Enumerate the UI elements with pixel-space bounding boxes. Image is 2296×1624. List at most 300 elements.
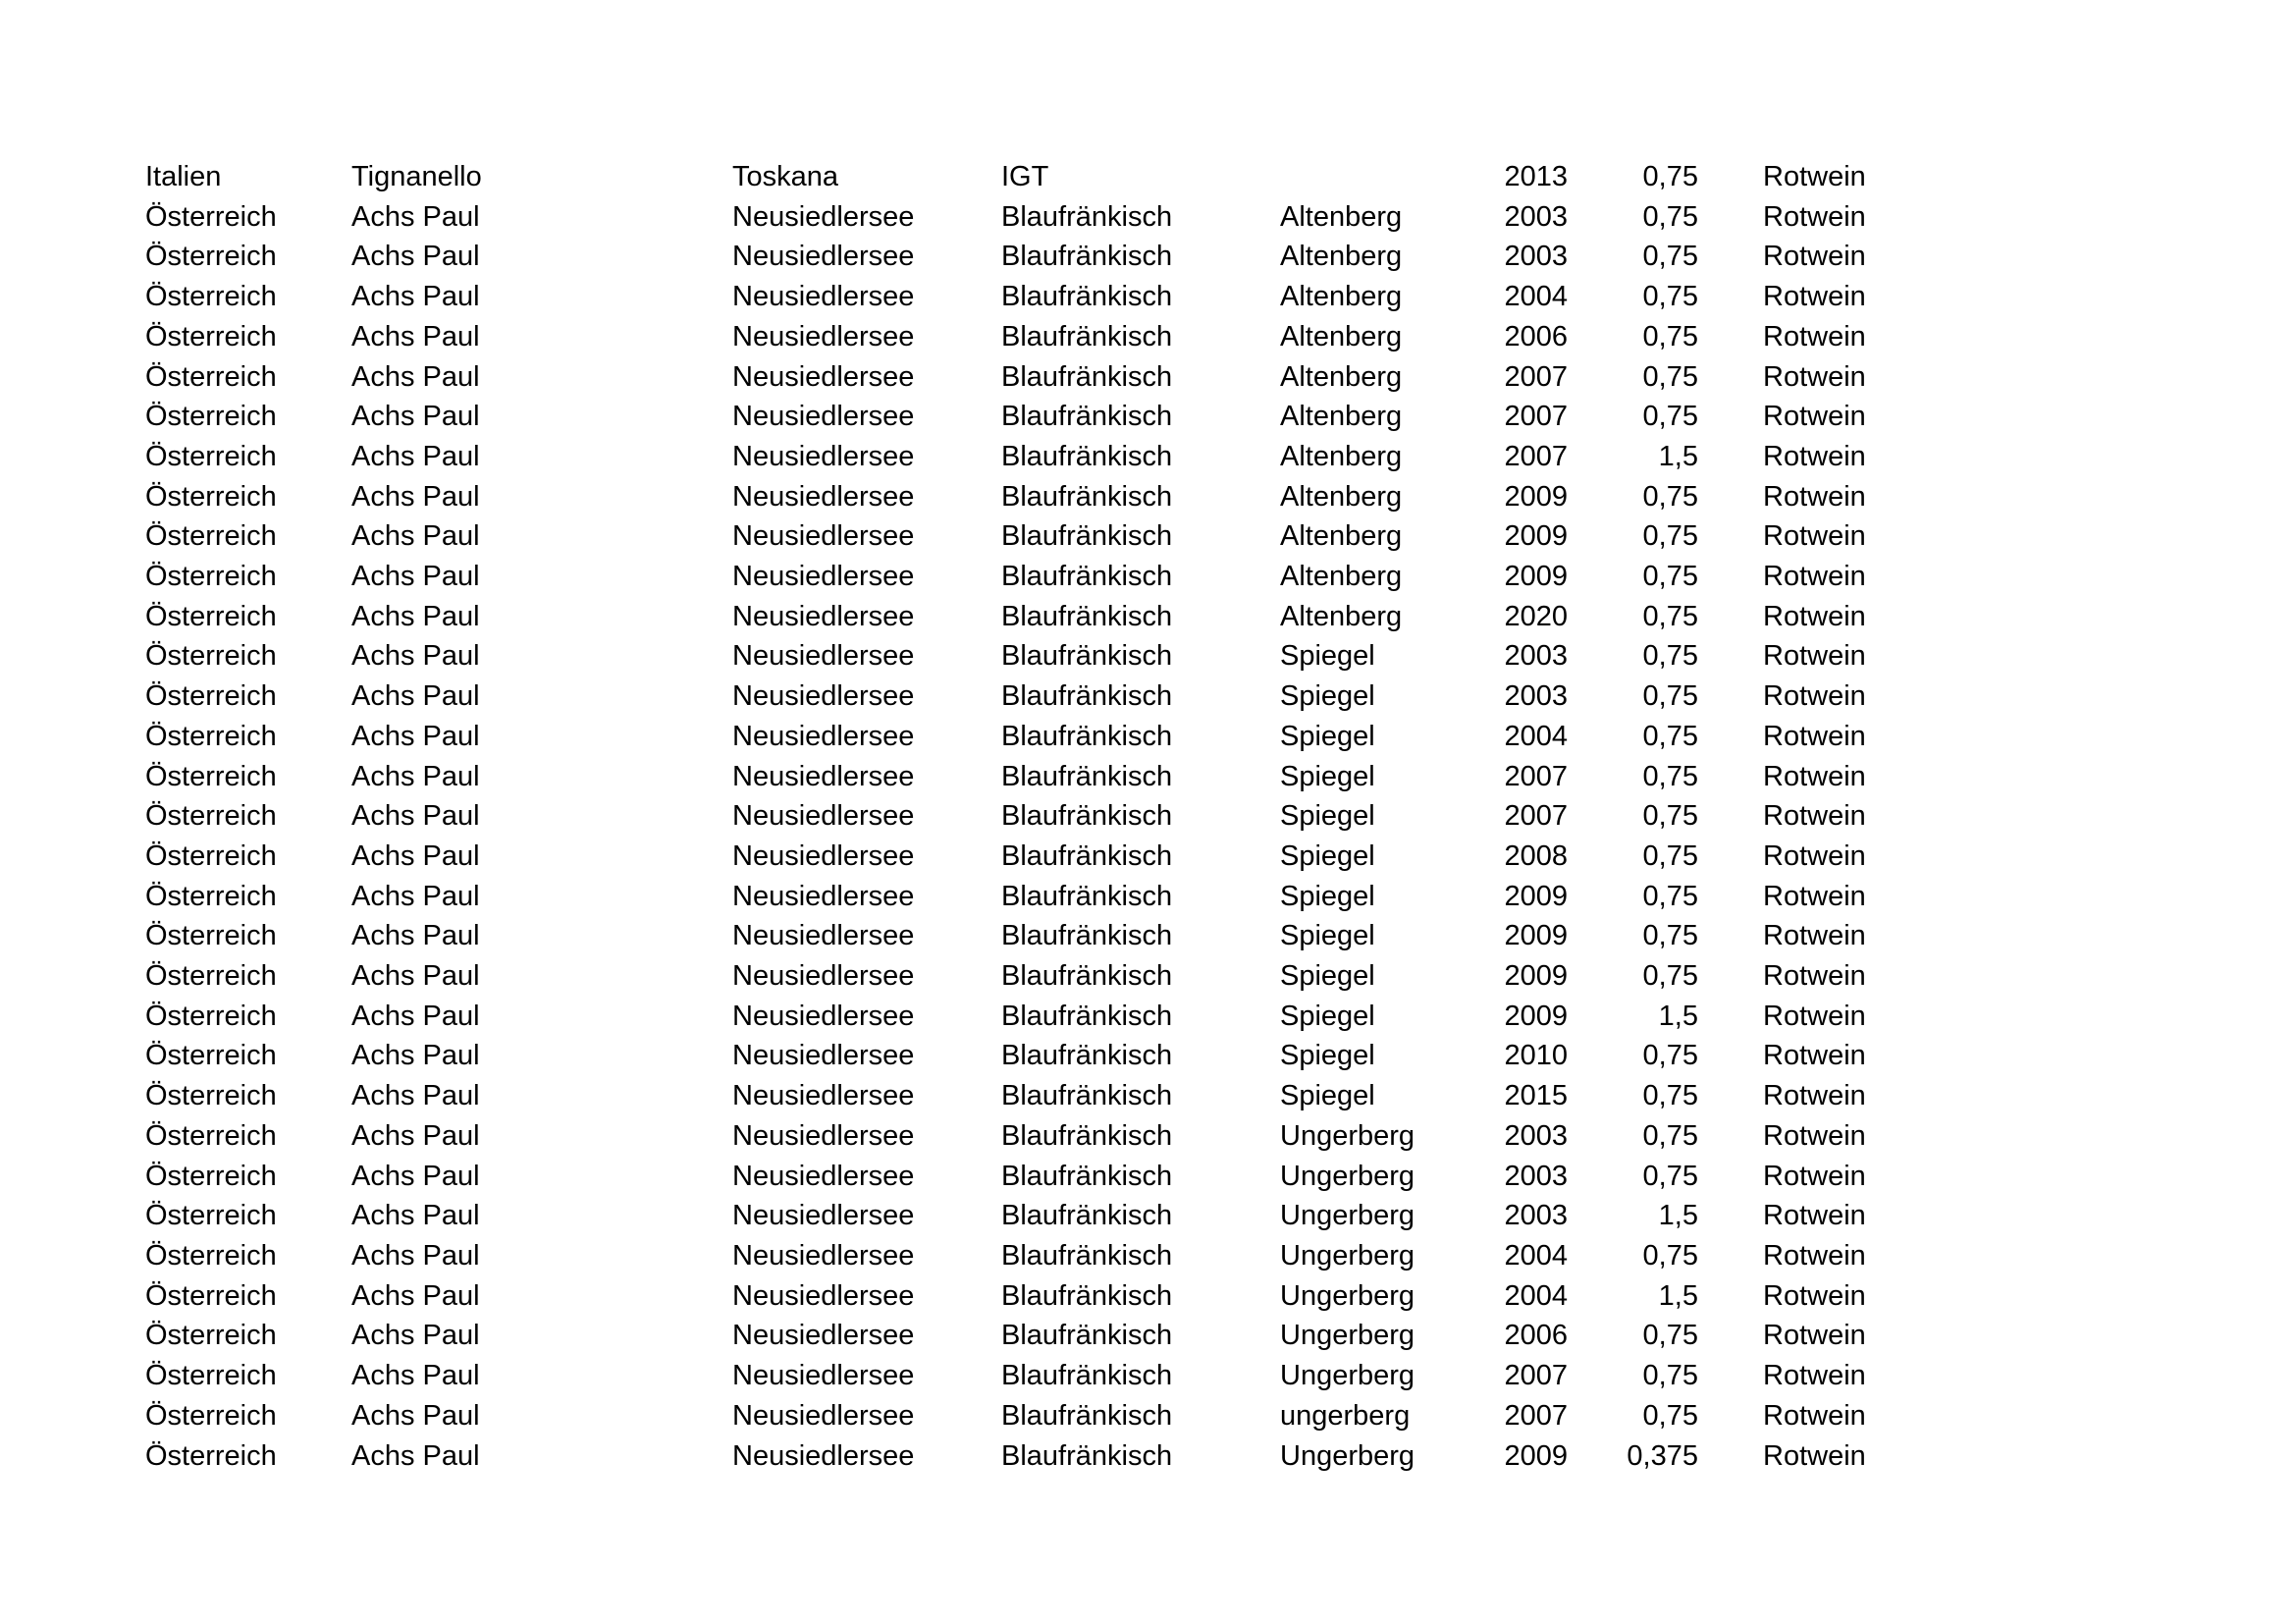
region-cell: Neusiedlersee bbox=[732, 640, 915, 673]
variety-cell: Blaufränkisch bbox=[1001, 800, 1173, 833]
country-cell: Österreich bbox=[145, 1279, 277, 1312]
year-cell: 2009 bbox=[1504, 960, 1568, 993]
volume-cell: 0,75 bbox=[1642, 1119, 1698, 1152]
region-cell: Neusiedlersee bbox=[732, 839, 915, 872]
type-cell: Rotwein bbox=[1763, 1040, 1866, 1072]
producer-cell: Achs Paul bbox=[351, 440, 480, 472]
site-cell: Spiegel bbox=[1280, 920, 1375, 952]
spacer-cell bbox=[1698, 1196, 1763, 1236]
country-cell: Österreich bbox=[145, 480, 277, 513]
type-cell: Rotwein bbox=[1763, 720, 1866, 752]
region-cell: Neusiedlersee bbox=[732, 600, 915, 632]
region-cell: Neusiedlersee bbox=[732, 440, 915, 472]
spacer-cell bbox=[1698, 837, 1763, 877]
site-cell: Altenberg bbox=[1280, 320, 1403, 352]
site-cell: Ungerberg bbox=[1280, 1200, 1415, 1232]
volume-cell: 0,75 bbox=[1642, 1040, 1698, 1072]
table-row bbox=[145, 757, 1920, 797]
spacer-cell bbox=[1698, 557, 1763, 597]
producer-cell: Achs Paul bbox=[351, 1080, 480, 1112]
region-cell: Neusiedlersee bbox=[732, 561, 915, 593]
volume-cell: 0,75 bbox=[1642, 200, 1698, 233]
variety-cell: Blaufränkisch bbox=[1001, 600, 1173, 632]
region-cell: Neusiedlersee bbox=[732, 1399, 915, 1432]
type-cell: Rotwein bbox=[1763, 1399, 1866, 1432]
volume-cell: 0,75 bbox=[1642, 800, 1698, 833]
table-row bbox=[145, 277, 1920, 317]
spacer-cell bbox=[1698, 516, 1763, 557]
volume-cell: 0,75 bbox=[1642, 161, 1698, 192]
producer-cell: Achs Paul bbox=[351, 800, 480, 833]
producer-cell: Achs Paul bbox=[351, 241, 480, 273]
type-cell: Rotwein bbox=[1763, 161, 1866, 192]
site-cell: Spiegel bbox=[1280, 760, 1375, 792]
variety-cell: Blaufränkisch bbox=[1001, 1360, 1173, 1392]
table-row bbox=[145, 837, 1920, 877]
type-cell: Rotwein bbox=[1763, 960, 1866, 993]
year-cell: 2003 bbox=[1504, 241, 1568, 273]
variety-cell: Blaufränkisch bbox=[1001, 1040, 1173, 1072]
variety-cell: Blaufränkisch bbox=[1001, 241, 1173, 273]
region-cell: Neusiedlersee bbox=[732, 1000, 915, 1032]
volume-cell: 0,375 bbox=[1627, 1439, 1698, 1472]
site-cell: Spiegel bbox=[1280, 880, 1375, 912]
year-cell: 2007 bbox=[1504, 360, 1568, 393]
type-cell: Rotwein bbox=[1763, 241, 1866, 273]
producer-cell: Achs Paul bbox=[351, 480, 480, 513]
variety-cell: Blaufränkisch bbox=[1001, 1200, 1173, 1232]
volume-cell: 1,5 bbox=[1658, 440, 1698, 472]
year-cell: 2003 bbox=[1504, 1119, 1568, 1152]
country-cell: Österreich bbox=[145, 360, 277, 393]
spacer-cell bbox=[1698, 1436, 1763, 1477]
site-cell: Spiegel bbox=[1280, 800, 1375, 833]
table-row bbox=[145, 956, 1920, 997]
volume-cell: 0,75 bbox=[1642, 760, 1698, 792]
site-cell: Spiegel bbox=[1280, 1080, 1375, 1112]
site-cell: Ungerberg bbox=[1280, 1439, 1415, 1472]
type-cell: Rotwein bbox=[1763, 1119, 1866, 1152]
type-cell: Rotwein bbox=[1763, 320, 1866, 352]
site-cell: Altenberg bbox=[1280, 561, 1403, 593]
volume-cell: 0,75 bbox=[1642, 1320, 1698, 1352]
producer-cell: Achs Paul bbox=[351, 680, 480, 713]
table-row bbox=[145, 997, 1920, 1037]
variety-cell: Blaufränkisch bbox=[1001, 480, 1173, 513]
spacer-cell bbox=[1698, 1236, 1763, 1276]
volume-cell: 0,75 bbox=[1642, 561, 1698, 593]
producer-cell: Achs Paul bbox=[351, 360, 480, 393]
site-cell: Ungerberg bbox=[1280, 1160, 1415, 1192]
spacer-cell bbox=[1698, 1076, 1763, 1116]
region-cell: Neusiedlersee bbox=[732, 1279, 915, 1312]
volume-cell: 0,75 bbox=[1642, 1360, 1698, 1392]
spacer-cell bbox=[1698, 1316, 1763, 1356]
producer-cell: Achs Paul bbox=[351, 401, 480, 433]
producer-cell: Achs Paul bbox=[351, 880, 480, 912]
table-row bbox=[145, 796, 1920, 837]
year-cell: 2013 bbox=[1504, 161, 1568, 192]
type-cell: Rotwein bbox=[1763, 760, 1866, 792]
type-cell: Rotwein bbox=[1763, 1080, 1866, 1112]
producer-cell: Achs Paul bbox=[351, 839, 480, 872]
site-cell: Spiegel bbox=[1280, 1000, 1375, 1032]
volume-cell: 0,75 bbox=[1642, 360, 1698, 393]
region-cell: Neusiedlersee bbox=[732, 360, 915, 393]
country-cell: Österreich bbox=[145, 640, 277, 673]
site-cell: Altenberg bbox=[1280, 281, 1403, 313]
volume-cell: 0,75 bbox=[1642, 1399, 1698, 1432]
table-row bbox=[145, 237, 1920, 277]
country-cell: Österreich bbox=[145, 1399, 277, 1432]
spacer-cell bbox=[1698, 877, 1763, 917]
type-cell: Rotwein bbox=[1763, 440, 1866, 472]
spacer-cell bbox=[1698, 437, 1763, 477]
volume-cell: 0,75 bbox=[1642, 1160, 1698, 1192]
country-cell: Österreich bbox=[145, 241, 277, 273]
site-cell: Ungerberg bbox=[1280, 1360, 1415, 1392]
country-cell: Österreich bbox=[145, 401, 277, 433]
country-cell: Österreich bbox=[145, 281, 277, 313]
year-cell: 2003 bbox=[1504, 680, 1568, 713]
type-cell: Rotwein bbox=[1763, 680, 1866, 713]
volume-cell: 0,75 bbox=[1642, 920, 1698, 952]
region-cell: Neusiedlersee bbox=[732, 281, 915, 313]
volume-cell: 0,75 bbox=[1642, 880, 1698, 912]
type-cell: Rotwein bbox=[1763, 520, 1866, 553]
producer-cell: Achs Paul bbox=[351, 960, 480, 993]
country-cell: Österreich bbox=[145, 440, 277, 472]
region-cell: Neusiedlersee bbox=[732, 480, 915, 513]
producer-cell: Achs Paul bbox=[351, 600, 480, 632]
variety-cell: Blaufränkisch bbox=[1001, 880, 1173, 912]
spacer-cell bbox=[1698, 477, 1763, 517]
country-cell: Italien bbox=[145, 161, 222, 192]
table-row bbox=[145, 677, 1920, 717]
table-row bbox=[145, 317, 1920, 357]
producer-cell: Achs Paul bbox=[351, 760, 480, 792]
spacer-cell bbox=[1698, 237, 1763, 277]
type-cell: Rotwein bbox=[1763, 1239, 1866, 1272]
year-cell: 2015 bbox=[1504, 1080, 1568, 1112]
site-cell: Ungerberg bbox=[1280, 1119, 1415, 1152]
volume-cell: 0,75 bbox=[1642, 480, 1698, 513]
spacer-cell bbox=[1698, 956, 1763, 997]
site-cell: Ungerberg bbox=[1280, 1279, 1415, 1312]
region-cell: Neusiedlersee bbox=[732, 520, 915, 553]
variety-cell: Blaufränkisch bbox=[1001, 401, 1173, 433]
volume-cell: 0,75 bbox=[1642, 241, 1698, 273]
year-cell: 2003 bbox=[1504, 1200, 1568, 1232]
spacer-cell bbox=[1698, 197, 1763, 238]
producer-cell: Achs Paul bbox=[351, 720, 480, 752]
volume-cell: 0,75 bbox=[1642, 1080, 1698, 1112]
country-cell: Österreich bbox=[145, 1200, 277, 1232]
region-cell: Neusiedlersee bbox=[732, 880, 915, 912]
spacer-cell bbox=[1698, 277, 1763, 317]
variety-cell: Blaufränkisch bbox=[1001, 1000, 1173, 1032]
volume-cell: 0,75 bbox=[1642, 640, 1698, 673]
type-cell: Rotwein bbox=[1763, 561, 1866, 593]
region-cell: Neusiedlersee bbox=[732, 1119, 915, 1152]
variety-cell: Blaufränkisch bbox=[1001, 640, 1173, 673]
table-row bbox=[145, 916, 1920, 956]
region-cell: Neusiedlersee bbox=[732, 800, 915, 833]
spacer-cell bbox=[1698, 1276, 1763, 1317]
producer-cell: Achs Paul bbox=[351, 561, 480, 593]
producer-cell: Achs Paul bbox=[351, 1360, 480, 1392]
producer-cell: Achs Paul bbox=[351, 920, 480, 952]
producer-cell: Achs Paul bbox=[351, 1040, 480, 1072]
table-row bbox=[145, 597, 1920, 637]
spacer-cell bbox=[1698, 717, 1763, 757]
type-cell: Rotwein bbox=[1763, 1000, 1866, 1032]
site-cell: Spiegel bbox=[1280, 1040, 1375, 1072]
variety-cell: IGT bbox=[1001, 161, 1049, 192]
country-cell: Österreich bbox=[145, 1000, 277, 1032]
country-cell: Österreich bbox=[145, 520, 277, 553]
country-cell: Österreich bbox=[145, 800, 277, 833]
variety-cell: Blaufränkisch bbox=[1001, 200, 1173, 233]
year-cell: 2009 bbox=[1504, 520, 1568, 553]
volume-cell: 0,75 bbox=[1642, 520, 1698, 553]
spacer-cell bbox=[1698, 157, 1763, 197]
year-cell: 2006 bbox=[1504, 320, 1568, 352]
country-cell: Österreich bbox=[145, 320, 277, 352]
spacer-cell bbox=[1698, 916, 1763, 956]
table-row bbox=[145, 477, 1920, 517]
volume-cell: 1,5 bbox=[1658, 1200, 1698, 1232]
table-row bbox=[145, 1196, 1920, 1236]
type-cell: Rotwein bbox=[1763, 1360, 1866, 1392]
spacer-cell bbox=[1698, 317, 1763, 357]
year-cell: 2007 bbox=[1504, 760, 1568, 792]
country-cell: Österreich bbox=[145, 600, 277, 632]
country-cell: Österreich bbox=[145, 839, 277, 872]
volume-cell: 0,75 bbox=[1642, 839, 1698, 872]
table-row bbox=[145, 1276, 1920, 1317]
volume-cell: 0,75 bbox=[1642, 600, 1698, 632]
producer-cell: Achs Paul bbox=[351, 1439, 480, 1472]
variety-cell: Blaufränkisch bbox=[1001, 720, 1173, 752]
year-cell: 2007 bbox=[1504, 1399, 1568, 1432]
type-cell: Rotwein bbox=[1763, 1279, 1866, 1312]
site-cell: Spiegel bbox=[1280, 720, 1375, 752]
spacer-cell bbox=[1698, 636, 1763, 677]
variety-cell: Blaufränkisch bbox=[1001, 760, 1173, 792]
spacer-cell bbox=[1698, 397, 1763, 437]
year-cell: 2009 bbox=[1504, 1000, 1568, 1032]
spacer-cell bbox=[1698, 597, 1763, 637]
year-cell: 2009 bbox=[1504, 480, 1568, 513]
site-cell: Altenberg bbox=[1280, 200, 1403, 233]
wine-list-table bbox=[145, 157, 1920, 1476]
year-cell: 2007 bbox=[1504, 401, 1568, 433]
country-cell: Österreich bbox=[145, 1119, 277, 1152]
spacer-cell bbox=[1698, 1396, 1763, 1436]
type-cell: Rotwein bbox=[1763, 360, 1866, 393]
variety-cell: Blaufränkisch bbox=[1001, 960, 1173, 993]
spacer-cell bbox=[1698, 357, 1763, 398]
country-cell: Österreich bbox=[145, 1080, 277, 1112]
variety-cell: Blaufränkisch bbox=[1001, 440, 1173, 472]
table-row bbox=[145, 717, 1920, 757]
table-row bbox=[145, 1356, 1920, 1396]
region-cell: Toskana bbox=[732, 161, 839, 192]
producer-cell: Tignanello bbox=[351, 161, 482, 192]
spacer-cell bbox=[1698, 1157, 1763, 1197]
country-cell: Österreich bbox=[145, 1160, 277, 1192]
volume-cell: 0,75 bbox=[1642, 680, 1698, 713]
year-cell: 2010 bbox=[1504, 1040, 1568, 1072]
spacer-cell bbox=[1698, 1356, 1763, 1396]
spacer-cell bbox=[1698, 1116, 1763, 1157]
site-cell: Altenberg bbox=[1280, 360, 1403, 393]
table-row bbox=[145, 1157, 1920, 1197]
producer-cell: Achs Paul bbox=[351, 520, 480, 553]
spacer-cell bbox=[1698, 677, 1763, 717]
region-cell: Neusiedlersee bbox=[732, 960, 915, 993]
year-cell: 2009 bbox=[1504, 920, 1568, 952]
year-cell: 2004 bbox=[1504, 1239, 1568, 1272]
producer-cell: Achs Paul bbox=[351, 281, 480, 313]
year-cell: 2003 bbox=[1504, 640, 1568, 673]
producer-cell: Achs Paul bbox=[351, 1119, 480, 1152]
type-cell: Rotwein bbox=[1763, 480, 1866, 513]
country-cell: Österreich bbox=[145, 200, 277, 233]
table-row bbox=[145, 157, 1920, 197]
variety-cell: Blaufränkisch bbox=[1001, 1239, 1173, 1272]
site-cell bbox=[1280, 157, 1491, 197]
type-cell: Rotwein bbox=[1763, 1160, 1866, 1192]
year-cell: 2007 bbox=[1504, 1360, 1568, 1392]
region-cell: Neusiedlersee bbox=[732, 1200, 915, 1232]
region-cell: Neusiedlersee bbox=[732, 241, 915, 273]
variety-cell: Blaufränkisch bbox=[1001, 561, 1173, 593]
producer-cell: Achs Paul bbox=[351, 1200, 480, 1232]
site-cell: Ungerberg bbox=[1280, 1320, 1415, 1352]
table-row bbox=[145, 1236, 1920, 1276]
type-cell: Rotwein bbox=[1763, 1200, 1866, 1232]
table-row bbox=[145, 397, 1920, 437]
country-cell: Österreich bbox=[145, 1040, 277, 1072]
table-row bbox=[145, 636, 1920, 677]
table-row bbox=[145, 1116, 1920, 1157]
region-cell: Neusiedlersee bbox=[732, 1360, 915, 1392]
table-row bbox=[145, 1036, 1920, 1076]
year-cell: 2004 bbox=[1504, 1279, 1568, 1312]
site-cell: Ungerberg bbox=[1280, 1239, 1415, 1272]
variety-cell: Blaufränkisch bbox=[1001, 360, 1173, 393]
site-cell: Altenberg bbox=[1280, 600, 1403, 632]
producer-cell: Achs Paul bbox=[351, 1399, 480, 1432]
region-cell: Neusiedlersee bbox=[732, 1320, 915, 1352]
volume-cell: 0,75 bbox=[1642, 401, 1698, 433]
spacer-cell bbox=[1698, 757, 1763, 797]
country-cell: Österreich bbox=[145, 720, 277, 752]
site-cell: Altenberg bbox=[1280, 401, 1403, 433]
site-cell: Spiegel bbox=[1280, 640, 1375, 673]
type-cell: Rotwein bbox=[1763, 920, 1866, 952]
variety-cell: Blaufränkisch bbox=[1001, 1399, 1173, 1432]
volume-cell: 0,75 bbox=[1642, 960, 1698, 993]
table-row bbox=[145, 1396, 1920, 1436]
table-row bbox=[145, 877, 1920, 917]
variety-cell: Blaufränkisch bbox=[1001, 320, 1173, 352]
country-cell: Österreich bbox=[145, 880, 277, 912]
site-cell: Spiegel bbox=[1280, 839, 1375, 872]
site-cell: Altenberg bbox=[1280, 440, 1403, 472]
region-cell: Neusiedlersee bbox=[732, 1439, 915, 1472]
country-cell: Österreich bbox=[145, 1239, 277, 1272]
variety-cell: Blaufränkisch bbox=[1001, 1080, 1173, 1112]
country-cell: Österreich bbox=[145, 1360, 277, 1392]
country-cell: Österreich bbox=[145, 760, 277, 792]
type-cell: Rotwein bbox=[1763, 880, 1866, 912]
variety-cell: Blaufränkisch bbox=[1001, 920, 1173, 952]
volume-cell: 1,5 bbox=[1658, 1000, 1698, 1032]
region-cell: Neusiedlersee bbox=[732, 680, 915, 713]
variety-cell: Blaufränkisch bbox=[1001, 1279, 1173, 1312]
spacer-cell bbox=[1698, 997, 1763, 1037]
table-row bbox=[145, 1076, 1920, 1116]
producer-cell: Achs Paul bbox=[351, 1160, 480, 1192]
site-cell: Altenberg bbox=[1280, 241, 1403, 273]
site-cell: Altenberg bbox=[1280, 480, 1403, 513]
type-cell: Rotwein bbox=[1763, 281, 1866, 313]
variety-cell: Blaufränkisch bbox=[1001, 281, 1173, 313]
variety-cell: Blaufränkisch bbox=[1001, 520, 1173, 553]
producer-cell: Achs Paul bbox=[351, 1320, 480, 1352]
year-cell: 2008 bbox=[1504, 839, 1568, 872]
region-cell: Neusiedlersee bbox=[732, 1080, 915, 1112]
producer-cell: Achs Paul bbox=[351, 1279, 480, 1312]
region-cell: Neusiedlersee bbox=[732, 720, 915, 752]
year-cell: 2003 bbox=[1504, 200, 1568, 233]
region-cell: Neusiedlersee bbox=[732, 1040, 915, 1072]
type-cell: Rotwein bbox=[1763, 1320, 1866, 1352]
table-row bbox=[145, 197, 1920, 238]
year-cell: 2009 bbox=[1504, 1439, 1568, 1472]
region-cell: Neusiedlersee bbox=[732, 920, 915, 952]
type-cell: Rotwein bbox=[1763, 200, 1866, 233]
region-cell: Neusiedlersee bbox=[732, 320, 915, 352]
volume-cell: 0,75 bbox=[1642, 320, 1698, 352]
table-row bbox=[145, 1316, 1920, 1356]
type-cell: Rotwein bbox=[1763, 1439, 1866, 1472]
year-cell: 2020 bbox=[1504, 600, 1568, 632]
variety-cell: Blaufränkisch bbox=[1001, 1119, 1173, 1152]
variety-cell: Blaufränkisch bbox=[1001, 839, 1173, 872]
country-cell: Österreich bbox=[145, 680, 277, 713]
site-cell: Spiegel bbox=[1280, 960, 1375, 993]
type-cell: Rotwein bbox=[1763, 600, 1866, 632]
type-cell: Rotwein bbox=[1763, 401, 1866, 433]
spacer-cell bbox=[1698, 1036, 1763, 1076]
volume-cell: 0,75 bbox=[1642, 281, 1698, 313]
wine-rows bbox=[145, 157, 1920, 1476]
type-cell: Rotwein bbox=[1763, 839, 1866, 872]
year-cell: 2003 bbox=[1504, 1160, 1568, 1192]
table-row bbox=[145, 437, 1920, 477]
region-cell: Neusiedlersee bbox=[732, 401, 915, 433]
region-cell: Neusiedlersee bbox=[732, 760, 915, 792]
country-cell: Österreich bbox=[145, 1320, 277, 1352]
year-cell: 2009 bbox=[1504, 561, 1568, 593]
table-row bbox=[145, 557, 1920, 597]
producer-cell: Achs Paul bbox=[351, 320, 480, 352]
producer-cell: Achs Paul bbox=[351, 200, 480, 233]
